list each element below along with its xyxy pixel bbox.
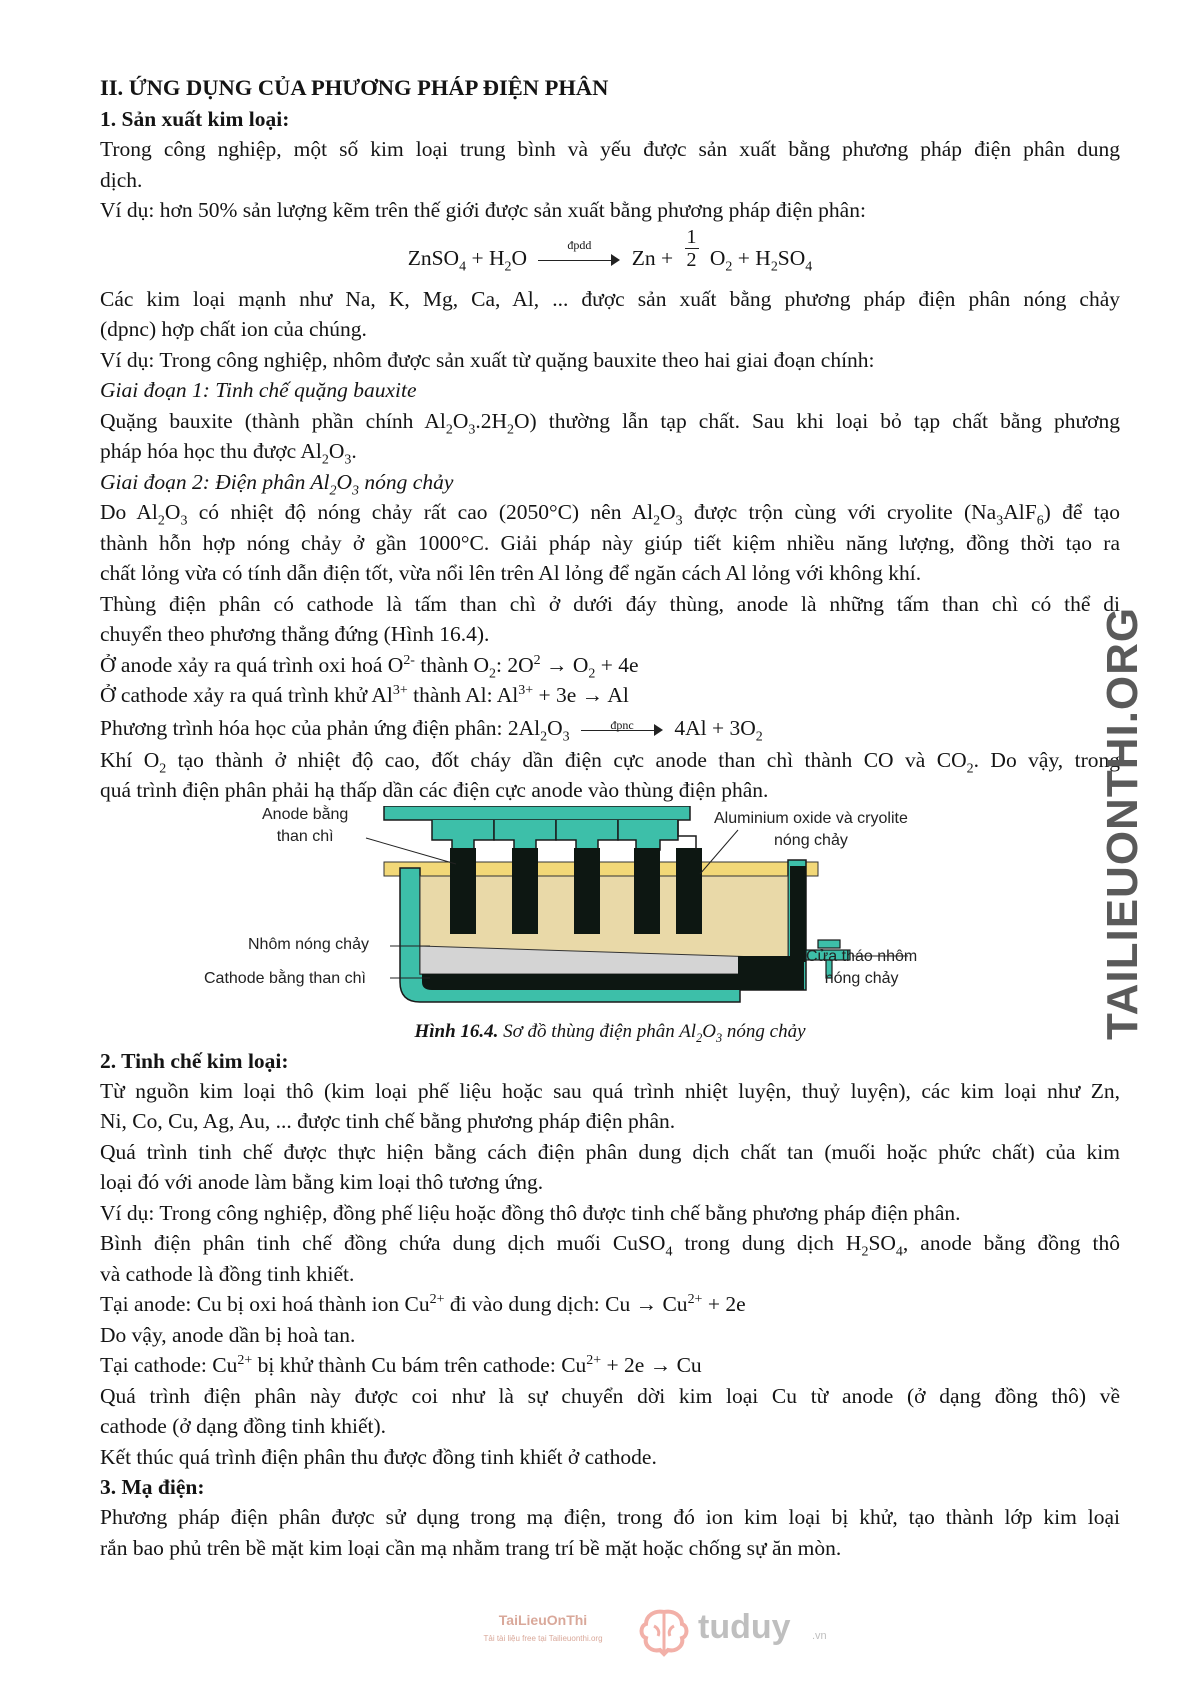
subsection-title-2: 2. Tinh chế kim loại:	[100, 1048, 289, 1073]
equation-zinc: ZnSO$_4$ + $H_2O$ đpdd Zn + $\frac{1}{2}$ $O_2 + H_2SO_4$	[407, 225, 813, 275]
footer	[0, 1590, 1192, 1670]
paragraph: Do vậy, anode dần bị hoà tan.	[100, 1322, 356, 1347]
brain-icon	[636, 1604, 692, 1660]
label-anode: Anode bằng than chì	[262, 805, 349, 845]
label-tap: Cửa tháo nhôm nóng chảy	[806, 947, 918, 987]
paragraph: pháp hóa học thu được $Al_2O_3$.	[100, 439, 357, 468]
paragraph: (dpnc) hợp chất ion của chúng.	[100, 317, 367, 341]
paragraph: Quặng bauxite (thành phần chính $Al_2O_3.2H_2O$) thường lẫn tạp chất. Sau khi loại bỏ tạp chất bằng phương	[100, 408, 1120, 437]
anode-reaction-cu: Tại anode: Cu bị oxi hoá thành ion $Cu^{2+}$ đi vào dung dịch: $Cu \to Cu^{2+} + 2e$	[100, 1291, 746, 1316]
paragraph: loại đó với anode làm bằng kim loại thô tương ứng.	[100, 1170, 544, 1194]
paragraph: chất lỏng vừa có tính dẫn điện tốt, vừa nổi lên trên Al lỏng để ngăn cách Al lỏng với không khí.	[100, 561, 922, 585]
figure-caption: Hình 16.4. Sơ đồ thùng điện phân $Al_2O_3$ nóng chảy	[414, 1020, 806, 1045]
watermark: TAILIEUONTHI.ORG	[1098, 606, 1147, 1040]
paragraph: Quá trình điện phân này được coi như là sự chuyển dời kim loại Cu từ anode (ở dạng đồng thô) về	[100, 1383, 1120, 1408]
paragraph: Các kim loại mạnh như Na, K, Mg, Ca, Al, ... được sản xuất bằng phương pháp điện phân nóng chảy	[100, 286, 1120, 311]
paragraph: Từ nguồn kim loại thô (kim loại phế liệu hoặc sau quá trình nhiệt luyện, thuỷ luyện), các kim loại như Zn,	[100, 1078, 1120, 1103]
paragraph: Phương pháp điện phân được sử dụng trong mạ điện, trong đó ion kim loại bị khử, tạo thành lớp kim loại	[100, 1505, 1120, 1529]
paragraph: Do $Al_2O_3$ có nhiệt độ nóng chảy rất cao (2050°C) nên $Al_2O_3$ được trộn cùng với cryolite $(Na_3AlF_6)$ để tạo	[100, 500, 1121, 529]
cathode-reaction: Ở cathode xảy ra quá trình khử $Al^{3+}$ thành Al: $Al^{3+} + 3e \to Al$	[100, 682, 629, 707]
paragraph: quá trình điện phân phải hạ thấp dần các điện cực anode vào thùng điện phân.	[100, 778, 769, 802]
paragraph: Ví dụ: Trong công nghiệp, nhôm được sản xuất từ quặng bauxite theo hai giai đoạn chính:	[100, 347, 875, 372]
right-wall	[790, 866, 806, 962]
fraction: $\frac{1}{2}$	[686, 225, 697, 271]
paragraph: chuyển theo phương thẳng đứng (Hình 16.4).	[100, 622, 490, 646]
subsection-title-1: 1. Sản xuất kim loại:	[100, 107, 290, 131]
subsection-title-3: 3. Mạ điện:	[100, 1475, 205, 1499]
stage-1-title: Giai đoạn 1: Tinh chế quặng bauxite	[100, 378, 417, 402]
paragraph: và cathode là đồng tinh khiết.	[100, 1261, 355, 1286]
cathode-reaction-cu: Tại cathode: $Cu^{2+}$ bị khử thành Cu bám trên cathode: $Cu^{2+} + 2e \to Cu$	[100, 1352, 702, 1377]
leader-anode	[366, 838, 456, 864]
tailieuonthi-logo[interactable]: TaiLieuOnThi Tải tài liệu free tại Tailieuonthi.org	[483, 1612, 603, 1643]
paragraph: cathode (ở dạng đồng tinh khiết).	[100, 1414, 387, 1438]
paragraph: Quá trình tinh chế được thực hiện bằng cách điện phân dung dịch chất tan (muối hoặc phức chất) của kim	[100, 1139, 1120, 1164]
tank-diagram	[100, 806, 1100, 1024]
label-aluminium: Nhôm nóng chảy	[248, 935, 369, 953]
reaction-arrow: đpnc	[581, 720, 663, 740]
section-heading: II. ỨNG DỤNG CỦA PHƯƠNG PHÁP ĐIỆN PHÂN	[100, 75, 609, 100]
label-cathode: Cathode bằng than chì	[204, 969, 366, 987]
paragraph: Trong công nghiệp, một số kim loại trung bình và yếu được sản xuất bằng phương pháp điện phân dung	[100, 137, 1120, 161]
label-oxide: Aluminium oxide và cryolite nóng chảy	[714, 809, 908, 849]
paragraph: Kết thúc quá trình điện phân thu được đồng tinh khiết ở cathode.	[100, 1444, 657, 1469]
paragraph: Ni, Co, Cu, Ag, Au, ... được tinh chế bằng phương pháp điện phân.	[100, 1109, 676, 1133]
document-page	[100, 72, 1120, 1563]
paragraph: thành hỗn hợp nóng chảy ở gần 1000°C. Giải pháp này giúp tiết kiệm nhiều năng lượng, đồng thời tạo ra	[100, 530, 1120, 555]
paragraph: Bình điện phân tinh chế đồng chứa dung dịch muối CuSO$_4$ trong dung dịch $H_2SO_4$, anode bằng đồng thô	[100, 1231, 1120, 1260]
anode-reaction: Ở anode xảy ra quá trình oxi hoá $O^{2-}$ thành $O_2$: $2O^2 \to O_2 + 4e$	[100, 652, 639, 681]
paragraph: dịch.	[100, 167, 143, 192]
tuduy-logo[interactable]: tuduy .vn	[636, 1600, 836, 1660]
stage-2-title: Giai đoạn 2: Điện phân $Al_2O_3$ nóng chảy	[100, 469, 454, 498]
reaction-arrow: đpdd	[538, 250, 620, 270]
paragraph: Thùng điện phân có cathode là tấm than chì ở dưới đáy thùng, anode là những tấm than chì có thể di	[100, 591, 1120, 616]
figure-electrolysis-tank	[100, 806, 1120, 1024]
paragraph: Khí $O_2$ tạo thành ở nhiệt độ cao, đốt cháy dần điện cực anode than chì thành CO và $CO_2$. Do vậy, trong	[100, 747, 1121, 776]
paragraph: Ví dụ: hơn 50% sản lượng kẽm trên thế giới được sản xuất bằng phương pháp điện phân:	[100, 198, 866, 222]
paragraph: rắn bao phủ trên bề mặt kim loại cần mạ nhằm trang trí bề mặt hoặc chống sự ăn mòn.	[100, 1535, 842, 1560]
electrolyte-surface	[384, 862, 818, 876]
electrolysis-equation: Phương trình hóa học của phản ứng điện phân: $2Al_2O_3$ đpnc $4Al + 3O_2$	[100, 715, 763, 744]
paragraph: Ví dụ: Trong công nghiệp, đồng phế liệu hoặc đồng thô được tinh chế bằng phương pháp điện phân.	[100, 1200, 961, 1225]
anode-busbar	[384, 806, 690, 820]
cathode-layer	[422, 974, 740, 990]
